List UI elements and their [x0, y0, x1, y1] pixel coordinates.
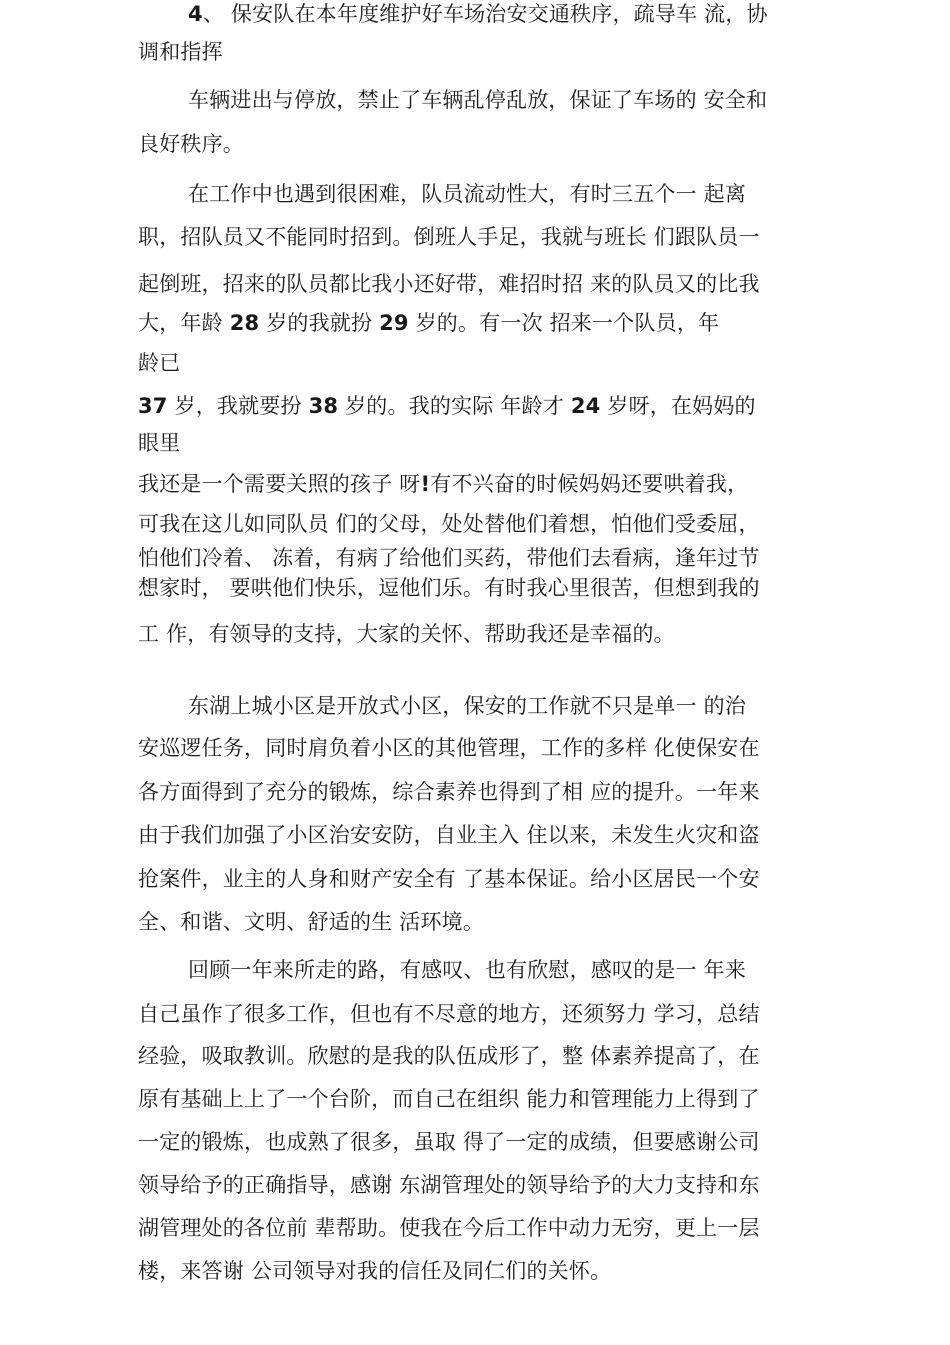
text-segment: 在工作中也遇到很困难，队员流动性大，有时三五个一 起离 — [188, 182, 747, 206]
text-line — [138, 624, 798, 645]
text-line — [138, 1175, 798, 1196]
text-segment: 湖管理处的各位前 辈帮助。使我在今后工作中动力无穷，更上一层 — [138, 1216, 760, 1240]
text-line — [138, 396, 798, 417]
text-line — [188, 4, 798, 25]
text-segment: 我还是一个需要关照的孩子 呀 — [138, 472, 421, 496]
text-segment: 大，年龄 — [138, 311, 230, 335]
text-line — [188, 184, 798, 205]
text-segment: 岁的。有一次 招来一个队员，年 — [408, 311, 720, 335]
text-segment: 抢案件，业主的人身和财产安全有 了基本保证。给小区居民一个安 — [138, 867, 760, 891]
text-segment: 职，招队员又不能同时招到。倒班人手足，我就与班长 们跟队员一 — [138, 225, 760, 249]
bold-number: 37 — [138, 394, 168, 418]
text-line — [138, 912, 798, 933]
text-segment: 东湖上城小区是开放式小区，保安的工作就不只是单一 的治 — [188, 694, 747, 718]
text-line — [138, 738, 798, 759]
text-line — [188, 90, 798, 111]
text-segment: 有不兴奋的时候妈妈还要哄着我， — [430, 472, 749, 496]
text-line — [138, 1089, 798, 1110]
text-segment: 、 保安队在本年度维护好车场治安交通秩序，疏导车 流，协 — [202, 2, 768, 26]
text-line — [138, 548, 798, 569]
text-segment: 良好秩序。 — [138, 132, 244, 156]
text-line — [188, 960, 798, 981]
text-line — [138, 274, 798, 295]
text-segment: 领导给予的正确指导，感谢 东湖管理处的领导给予的大力支持和东 — [138, 1173, 760, 1197]
text-segment: 可我在这儿如同队员 们的父母，处处替他们着想，怕他们受委屈， — [138, 512, 760, 536]
text-line — [138, 782, 798, 803]
text-line — [138, 1261, 798, 1282]
bold-number: ! — [420, 472, 431, 496]
text-line — [138, 474, 798, 495]
text-line — [138, 134, 798, 155]
text-segment: 岁呀，在妈妈的 — [600, 394, 756, 418]
bold-number: 28 — [229, 311, 260, 335]
text-line — [138, 1218, 798, 1239]
text-line — [138, 433, 798, 454]
text-segment: 岁，我就要扮 — [167, 394, 309, 418]
text-segment: 全、和谐、文明、舒适的生 活环境。 — [138, 910, 485, 934]
text-line — [138, 353, 798, 374]
text-segment: 起倒班，招来的队员都比我小还好带，难招时招 来的队员又的比我 — [138, 272, 760, 296]
text-line — [188, 696, 798, 717]
text-line — [138, 313, 798, 334]
text-segment: 龄已 — [138, 351, 181, 375]
text-segment: 车辆进出与停放，禁止了车辆乱停乱放，保证了车场的 安全和 — [188, 88, 768, 112]
text-segment: 岁的我就扮 — [259, 311, 380, 335]
text-line — [138, 42, 798, 63]
bold-number: 24 — [570, 394, 601, 418]
bold-number: 29 — [379, 311, 409, 335]
text-segment: 岁的。我的实际 年龄才 — [338, 394, 571, 418]
text-segment: 安巡逻任务，同时肩负着小区的其他管理，工作的多样 化使保安在 — [138, 736, 760, 760]
text-segment: 调和指挥 — [138, 40, 223, 64]
text-line — [138, 1132, 798, 1153]
text-segment: 自己虽作了很多工作，但也有不尽意的地方，还须努力 学习，总结 — [138, 1002, 760, 1026]
text-line — [138, 514, 798, 535]
text-segment: 经验，吸取教训。欣慰的是我的队伍成形了，整 体素养提高了，在 — [138, 1044, 760, 1068]
text-line — [138, 227, 798, 248]
text-line — [138, 869, 798, 890]
text-segment: 原有基础上上了一个台阶，而自己在组织 能力和管理能力上得到了 — [138, 1087, 760, 1111]
text-segment: 眼里 — [138, 431, 181, 455]
text-segment: 由于我们加强了小区治安安防，自业主入 住以来，未发生火灾和盗 — [138, 823, 760, 847]
text-segment: 工 作，有领导的支持，大家的关怀、帮助我还是幸福的。 — [138, 622, 675, 646]
bold-number: 4 — [188, 2, 203, 26]
text-line — [138, 1046, 798, 1067]
bold-number: 38 — [308, 394, 339, 418]
text-line — [138, 825, 798, 846]
text-segment: 一定的锻炼，也成熟了很多，虽取 得了一定的成绩，但要感谢公司 — [138, 1130, 760, 1154]
text-segment: 各方面得到了充分的锻炼，综合素养也得到了相 应的提升。一年来 — [138, 780, 760, 804]
text-segment: 想家时， 要哄他们快乐，逗他们乐。有时我心里很苦，但想到我的 — [138, 576, 760, 600]
text-segment: 回顾一年来所走的路，有感叹、也有欣慰，感叹的是一 年来 — [188, 958, 747, 982]
text-segment: 楼，来答谢 公司领导对我的信任及同仁们的关怀。 — [138, 1259, 612, 1283]
text-line — [138, 1004, 798, 1025]
text-segment: 怕他们冷着、 冻着，有病了给他们买药，带他们去看病，逢年过节 — [138, 546, 760, 570]
text-line — [138, 578, 798, 599]
